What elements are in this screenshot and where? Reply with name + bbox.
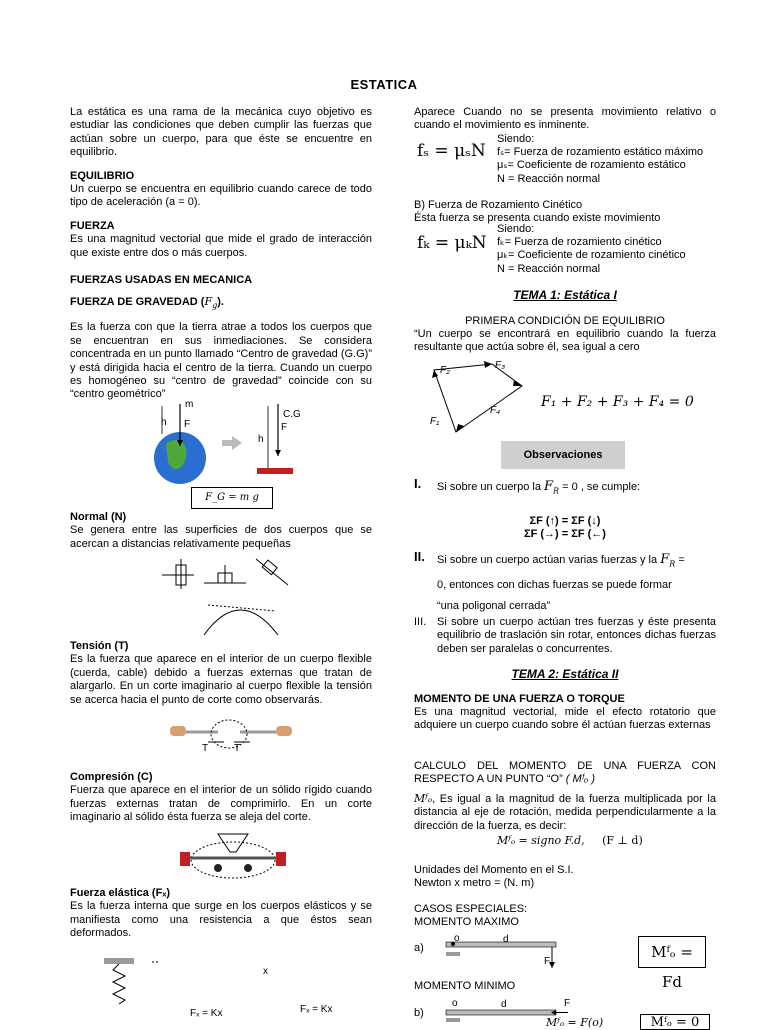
kinetic-legend-3: N = Reacción normal [497, 262, 601, 275]
x-label: x [263, 966, 268, 977]
force-sum-equation: F₁ + F₂ + F₃ + F₄ = 0 [541, 394, 694, 410]
height-label-2: h [258, 434, 264, 445]
fuerzas-mecanica-heading: FUERZAS USADAS EN MECANICA [70, 274, 253, 287]
polygon-label-f1: F₁ [430, 416, 440, 427]
ground-block [257, 468, 293, 474]
obs-1-line [437, 479, 727, 496]
obs-1-text-a: Si sobre un cuerpo la [437, 481, 541, 493]
mo-symbol: Mᶠₒ [414, 792, 433, 805]
static-friction-formula: fₛ = μₛN [417, 141, 486, 161]
gravedad-heading: FUERZA DE GRAVEDAD $(F_g)$. [70, 295, 224, 311]
tension-section [70, 640, 372, 707]
momento-heading: MOMENTO DE UNA FUERZA O TORQUE [414, 693, 625, 705]
left-column [70, 106, 372, 402]
fx-formula-2: Fₓ = Kx [300, 1004, 333, 1015]
siendo-2: Siendo: [497, 223, 535, 235]
siendo-1: Siendo: [497, 133, 535, 145]
fuerza-text: Es una magnitud vectorial que mide el grado de interacción que existe entre dos o más cuerpos. [70, 233, 372, 259]
intro-paragraph: La estática es una rama de la mecánica cuyo objetivo es estudiar las condiciones que deben cumplir las fuerzas que actúan sobre un cuerpo, para que éste se encuentre en equilibrio. [70, 106, 372, 159]
kinetic-legend-2: μₖ= Coeficiente de rozamiento cinético [497, 249, 686, 262]
newton-text: Newton x metro = (N. m) [414, 877, 535, 889]
obs-1-eq: = 0 [562, 481, 578, 493]
obs-2-fr: $F_R$ [660, 552, 676, 569]
obs-2-zero: 0 [437, 579, 444, 591]
beam-a-o-label: o [454, 933, 460, 944]
fg-formula-box: F_G = m g [191, 487, 273, 509]
normal-section [70, 511, 372, 551]
primera-condicion-text: “Un cuerpo se encontrará en equilibrio cuando la fuerza resultante que actúa sobre él, sea igual a cero [414, 328, 716, 354]
compresion-section [70, 771, 372, 825]
sum-conditions [414, 515, 716, 542]
estatico-text: Aparece Cuando no se presenta movimiento relativo o cuando el movimiento es inminente. [414, 106, 716, 132]
tema-1-heading: TEMA 1: Estática I [513, 288, 617, 302]
equilibrio-text: Un cuerpo se encuentra en equilibrio cuando carece de todo tipo de aceleración (a = 0). [70, 183, 372, 209]
obs-1-text-b: , se cumple: [580, 481, 641, 493]
case-a-label: a) [414, 942, 424, 954]
normal-heading: Normal (N) [70, 511, 127, 523]
polygon-label-f2: F₂ [440, 365, 450, 376]
page-title: ESTATICA [350, 77, 418, 92]
sum-vertical: ΣF (↑) = ΣF (↓) [529, 515, 601, 527]
obs-2-fr-symbol: F [660, 552, 670, 567]
obs-3-text: Si sobre un cuerpo actúan tres fuerzas y éste presenta equilibrio de traslación sin rotar, entonces dichas fuerzas deben ser paralelas o concurrentes. [437, 616, 716, 655]
sum-horizontal: ΣF (→) = ΣF (←) [524, 528, 606, 541]
arrow-shape [222, 436, 242, 450]
obs-3-number: III. [414, 616, 427, 628]
momento-maximo-heading: MOMENTO MAXIMO [414, 916, 519, 928]
beam-a-d-label: d [503, 934, 509, 945]
tension-label-2: T [234, 743, 241, 754]
equilibrio-heading: EQUILIBRIO [70, 169, 135, 182]
beam-b-f-label: F [564, 998, 571, 1009]
obs-2-number: II. [414, 549, 425, 564]
fg-label-2: F [281, 422, 288, 433]
min-partial-formula: Mᶠₒ = F(o) [546, 1016, 604, 1029]
static-legend-2: μₛ= Coeficiente de rozamiento estático [497, 159, 686, 172]
static-legend-1: fₛ= Fuerza de rozamiento estático máximo [497, 146, 704, 158]
calculo-text-main: CALCULO DEL MOMENTO DE UNA FUERZA CON RESPECTO A UN PUNTO “O” [414, 760, 716, 786]
unidades-text: Unidades del Momento en el S.I. [414, 864, 574, 876]
gravity-figure [150, 396, 330, 491]
kinetic-legend [497, 236, 727, 276]
height-label-1: h [161, 417, 167, 428]
spring-figure [100, 956, 160, 1018]
min-formula-box: Mᶠₒ = 0 [640, 1014, 710, 1030]
momento-text: Es una magnitud vectorial, mide el efecto rotatorio que adquiere un cuerpo cuando sobre él actúan fuerzas externas [414, 706, 716, 732]
max-formula-box: Mᶠₒ = Fd [638, 936, 706, 968]
obs-2-text-a: Si sobre un cuerpo actúan varias fuerzas y la [437, 554, 658, 566]
right-column [414, 106, 716, 133]
casos-heading: CASOS ESPECIALES: [414, 903, 528, 915]
obs-2-text-d: “una poligonal cerrada” [437, 600, 551, 612]
obs-1-fr-symbol: F [544, 479, 554, 494]
momento-minimo-heading: MOMENTO MINIMO [414, 980, 516, 992]
cinetico-text: Ésta fuerza se presenta cuando existe movimiento [414, 212, 661, 225]
tension-label-1: T [202, 743, 209, 754]
compression-figure [178, 830, 288, 880]
gravedad-text: Es la fuerza con que la tierra atrae a todos los cuerpos que se encuentran en sus inmediaciones. Se considera concentrada en un punto llamado “Centro de gravedad (G.G)” y está dirigida hacia el centro de la tierra. Cuando un cuerpo es homogéneo su “centro de gravedad” coincide con su “centro geométrico” [70, 321, 372, 401]
cinetico-section [414, 199, 716, 226]
compresion-heading: Compresión (C) [70, 771, 153, 783]
obs-2-line-2 [437, 579, 727, 592]
mo-formula [497, 834, 643, 847]
obs-1-fr: $F_R$ [544, 479, 560, 496]
mo-perp: (F ⊥ d) [602, 834, 643, 847]
kinetic-legend-1: fₖ= Fuerza de rozamiento cinético [497, 236, 662, 248]
static-legend-3: N = Reacción normal [497, 172, 601, 185]
tension-heading: Tensión (T) [70, 640, 129, 652]
obs-2-eq: = [678, 554, 685, 566]
elastica-section [70, 887, 372, 941]
fg-label-1: F [184, 419, 191, 430]
obs-2-line [437, 552, 727, 569]
case-b-label: b) [414, 1007, 424, 1019]
mo-formula-text: Mᶠₒ = signo F.d, [497, 834, 585, 847]
kinetic-friction-formula: fₖ = μₖN [417, 233, 487, 253]
beam-a-f-label: F [544, 956, 551, 967]
calculo-text [414, 760, 716, 787]
calculo-symbol: ( Mᶠₒ ) [565, 773, 595, 786]
tema-2-heading: TEMA 2: Estática II [511, 667, 619, 681]
gravedad-heading-text: FUERZA DE GRAVEDAD ( [70, 296, 205, 309]
normal-figure [160, 555, 310, 637]
polygon-label-f4: F₄ [490, 405, 501, 416]
normal-text: Se genera entre las superficies de dos cuerpos que se acercan a distancias relativamente pequeñas [70, 524, 372, 550]
compresion-text: Fuerza que aparece en el interior de un sólido rígido cuando fuerzas externas tratan de comprimirlo. En un corte imaginario al sólido ésta fuerza se aleja del corte. [70, 784, 372, 824]
polygon-label-f3: F₃ [495, 360, 506, 371]
cg-label: C.G [283, 409, 301, 420]
fx-formula-1: Fₓ = Kx [190, 1008, 223, 1019]
primera-condicion-heading: PRIMERA CONDICIÓN DE EQUILIBRIO [465, 315, 665, 327]
mo-definition [414, 792, 716, 833]
cinetico-heading: B) Fuerza de Rozamiento Cinético [414, 199, 583, 211]
obs-1-number: I. [414, 476, 422, 491]
tension-text: Es la fuerza que aparece en el interior de un cuerpo flexible (cuerda, cable) debido a fuerzas externas que tratan de alargarlo. En un corte imaginario al cuerpo flexible la tensión se acerca hacia el punto de corte como observarás. [70, 653, 372, 706]
fuerza-heading: FUERZA [70, 219, 115, 232]
elastica-heading: Fuerza elástica (Fₓ) [70, 887, 171, 899]
static-legend [497, 146, 727, 186]
gravedad-heading-end: ). [217, 296, 224, 309]
beam-b-o-label: o [452, 998, 458, 1009]
observaciones-label: Observaciones [501, 441, 625, 469]
tension-figure [168, 712, 294, 762]
elastica-text: Es la fuerza interna que surge en los cuerpos elásticos y se manifiesta como una resistencia a que éstos sean deformados. [70, 900, 372, 940]
max-moment-beam [444, 940, 559, 970]
mass-label: m [185, 399, 194, 410]
obs-2-text-c: , entonces con dichas fuerzas se puede formar [443, 579, 672, 591]
mo-definition-text: , Es igual a la magnitud de la fuerza multiplicada por la distancia al eje de rotación, medida perpendicularmente a la dirección de la fuerza, es decir: [414, 793, 716, 832]
beam-b-d-label: d [501, 999, 507, 1010]
